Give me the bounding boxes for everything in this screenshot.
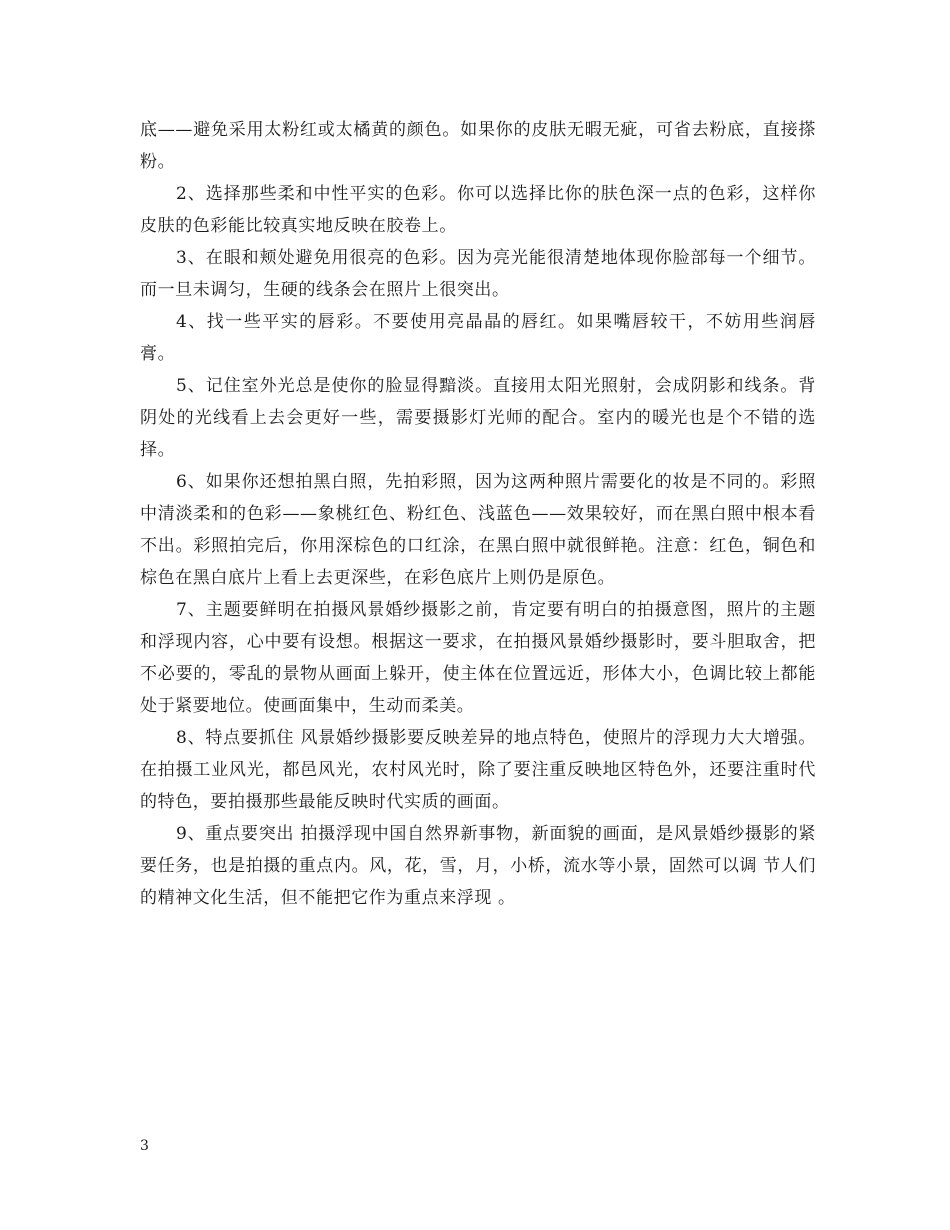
paragraph-4: 4、找一些平实的唇彩。不要使用亮晶晶的唇红。如果嘴唇较干，不妨用些润唇膏。 xyxy=(140,312,816,364)
paragraph-8: 8、特点要抓住 风景婚纱摄影要反映差异的地点特色，使照片的浮现力大大增强。在拍摄工业风光，都邑风光，农村风光时，除了要注重反映地区特色外，还要注重时代的特色，要拍摄那些最能反映时代实质的画面。 xyxy=(140,728,816,812)
paragraph-5: 5、记住室外光总是使你的脸显得黯淡。直接用太阳光照射，会成阴影和线条。背阴处的光线看上去会更好一些，需要摄影灯光师的配合。室内的暖光也是个不错的选择。 xyxy=(140,376,816,460)
paragraph-6: 6、如果你还想拍黑白照，先拍彩照，因为这两种照片需要化的妆是不同的。彩照中清淡柔和的色彩——象桃红色、粉红色、浅蓝色——效果较好，而在黑白照中根本看不出。彩照拍完后，你用深棕色的口红涂，在黑白照中就很鲜艳。注意：红色，铜色和棕色在黑白底片上看上去更深些，在彩色底片上则仍是原色。 xyxy=(140,472,816,588)
paragraph-1: 底——避免采用太粉红或太橘黄的颜色。如果你的皮肤无暇无疵，可省去粉底，直接搽粉。 xyxy=(140,120,816,172)
page-number: 3 xyxy=(140,1138,149,1154)
paragraph-3: 3、在眼和颊处避免用很亮的色彩。因为亮光能很清楚地体现你脸部每一个细节。而一旦未调匀，生硬的线条会在照片上很突出。 xyxy=(140,248,816,300)
paragraph-7: 7、主题要鲜明在拍摄风景婚纱摄影之前，肯定要有明白的拍摄意图，照片的主题 和浮现内容，心中要有设想。根据这一要求，在拍摄风景婚纱摄影时，要斗胆取舍，把不必要的，零乱的景物从画面上躲开，使主体在位置远近，形体大小，色调比较上都能处于紧要地位。使画面集中，生动而柔美。 xyxy=(140,600,816,716)
paragraph-9: 9、重点要突出 拍摄浮现中国自然界新事物，新面貌的画面，是风景婚纱摄影的紧要任务，也是拍摄的重点内。风，花，雪，月，小桥，流水等小景，固然可以调 节人们的精神文化生活，但不能把它作为重点来浮现 。 xyxy=(140,824,816,908)
document-body xyxy=(140,114,816,914)
paragraph-2: 2、选择那些柔和中性平实的色彩。你可以选择比你的肤色深一点的色彩，这样你皮肤的色彩能比较真实地反映在胶卷上。 xyxy=(140,184,816,236)
